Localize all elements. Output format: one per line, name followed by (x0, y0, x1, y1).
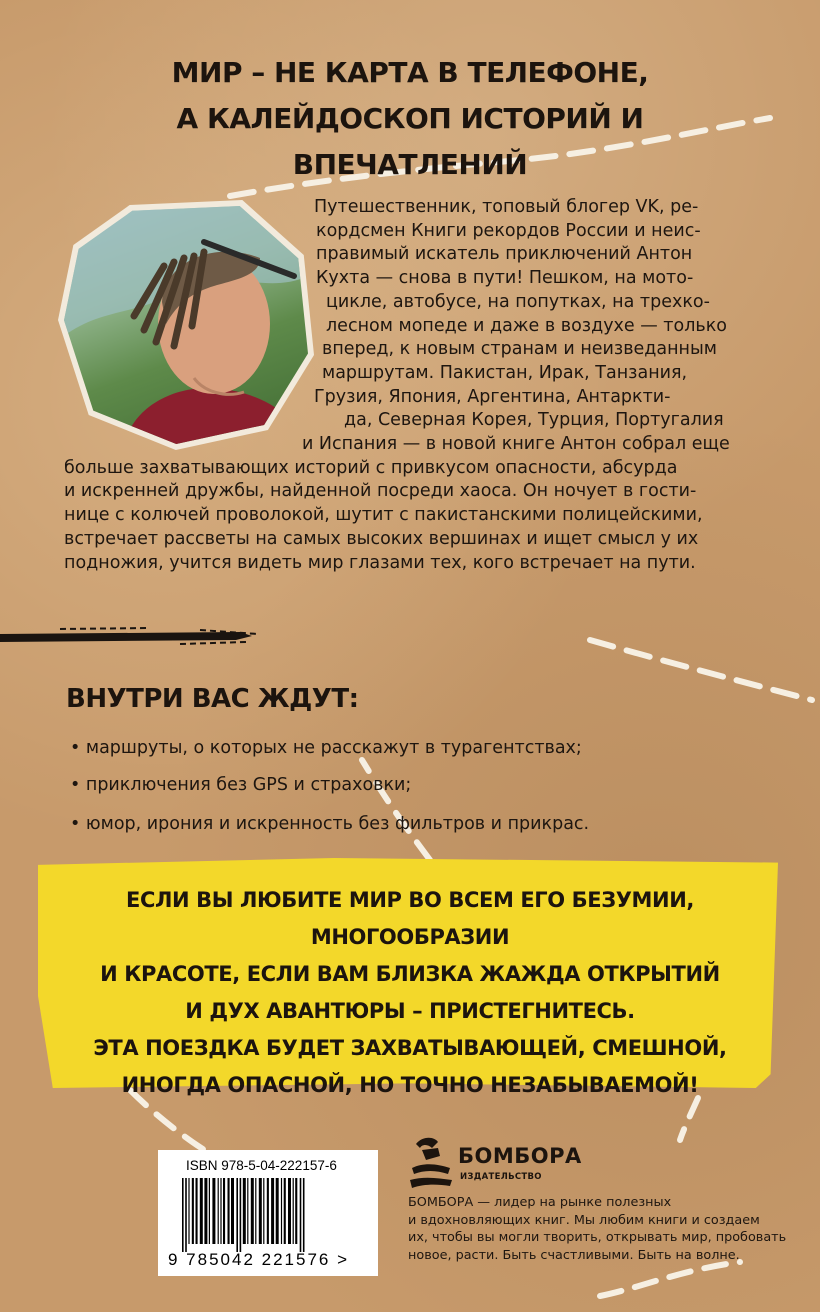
description-line: правимый искатель приключений Антон (316, 244, 693, 265)
isbn-label: ISBN 978-5-04-222157-6 (186, 1158, 337, 1173)
headline-line-2: А КАЛЕЙДОСКОП ИСТОРИЙ И ВПЕЧАТЛЕНИЙ (176, 102, 644, 181)
callout-line: И КРАСОТЕ, ЕСЛИ ВАМ БЛИЗКА ЖАЖДА ОТКРЫТИЙ (100, 962, 720, 986)
description-line: маршрутам. Пакистан, Ирак, Танзания, (322, 362, 688, 383)
callout (40, 882, 780, 1104)
callout-line: И ДУХ АВАНТЮРЫ – ПРИСТЕГНИТЕСЬ. (185, 999, 635, 1023)
inside-title: ВНУТРИ ВАС ЖДУТ: (66, 684, 359, 714)
publisher-line: БОМБОРА — лидер на рынке полезных (408, 1195, 672, 1210)
barcode-icon (180, 1178, 368, 1252)
brush-stroke-decoration (0, 626, 260, 648)
barcode-digits: 9 785042 221576 > (168, 1250, 350, 1269)
description-line: вперед, к новым странам и неизведанным (322, 339, 718, 360)
headline-line-1: МИР – НЕ КАРТА В ТЕЛЕФОНЕ, (171, 56, 649, 89)
description-line: Кухта — снова в пути! Пешком, на мото- (316, 268, 694, 289)
publisher-line: их, чтобы вы могли творить, открывать мир, пробовать (408, 1230, 787, 1245)
description-line: цикле, автобусе, на попутках, на трехко- (326, 291, 710, 312)
description-line: нице с колючей проволокой, шутит с пакистанскими полицейскими, (64, 505, 703, 526)
description-line: подножия, учится видеть мир глазами тех, кого встречает на пути. (64, 552, 696, 573)
description-line: встречает рассветы на самых высоких вершинах и ищет смысл у их (64, 528, 699, 549)
description-line: Путешественник, топовый блогер VK, ре- (314, 197, 699, 217)
headline (70, 50, 750, 188)
description-line: больше захватывающих историй с привкусом опасности, абсурда (64, 457, 678, 478)
description-line: лесном мопеде и даже в воздухе — только (326, 315, 727, 336)
list-item: • приключения без GPS и страховки; (70, 775, 412, 795)
description-line: Грузия, Япония, Аргентина, Антаркти- (314, 386, 671, 407)
publisher-line: новое, расти. Быть счастливыми. Быть на волне. (408, 1247, 740, 1263)
bombora-logo-icon (408, 1134, 454, 1190)
description-line: и искренней дружбы, найденной посреди хаоса. Он ночует в гости- (64, 481, 697, 502)
description-line: да, Северная Корея, Турция, Португалия (344, 410, 724, 431)
author-portrait-icon (64, 206, 308, 444)
list-item: • юмор, ирония и искренность без фильтров и прикрас. (70, 814, 590, 834)
callout-line: ЕСЛИ ВЫ ЛЮБИТЕ МИР ВО ВСЕМ ЕГО БЕЗУМИИ, МНОГООБРАЗИИ (126, 888, 694, 949)
list-item: • маршруты, о которых не расскажут в турагентствах; (70, 738, 582, 758)
callout-line: ИНОГДА ОПАСНОЙ, НО ТОЧНО НЕЗАБЫВАЕМОЙ! (121, 1073, 699, 1097)
publisher-name: БОМБОРА (458, 1144, 582, 1168)
description-line: кордсмен Книги рекордов России и неис- (316, 220, 701, 241)
callout-line: ЭТА ПОЕЗДКА БУДЕТ ЗАХВАТЫВАЮЩЕЙ, СМЕШНОЙ, (93, 1036, 727, 1060)
author-photo (64, 206, 308, 444)
publisher-subtitle: ИЗДАТЕЛЬСТВО (460, 1172, 542, 1182)
description-line: и Испания — в новой книге Антон собрал еще (302, 434, 730, 454)
publisher-line: и вдохновляющих книг. Мы любим книги и создаем (408, 1212, 760, 1228)
